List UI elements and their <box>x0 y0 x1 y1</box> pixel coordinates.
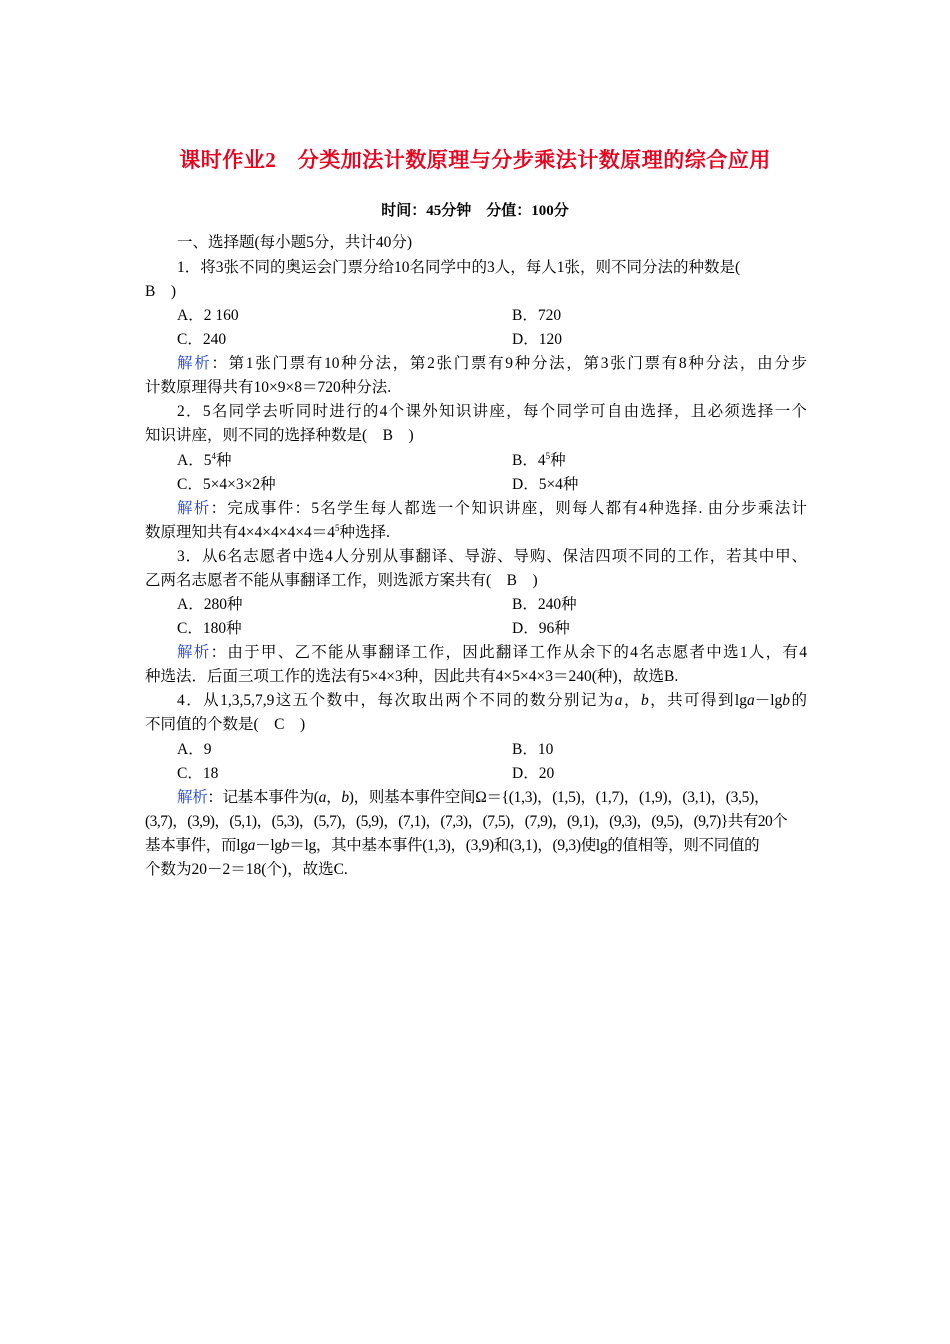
q1-analysis-line2: 计数原理得共有10×9×8＝720种分法. <box>145 379 392 396</box>
q4-analysis-line4: 个数为20－2＝18(个)，故选C. <box>145 861 348 878</box>
q1-stem-line2: B ) <box>145 283 177 300</box>
q2-option-c: C．5×4×3×2种 <box>177 476 276 493</box>
q4-option-b: B．10 <box>512 741 554 758</box>
q2-option-b: B．$4^5$种 <box>512 451 566 469</box>
q4-stem-line2: 不同值的个数是( C ) <box>145 716 306 733</box>
q3-analysis-text1: ：由于甲、乙不能从事翻译工作，因此翻译工作从余下的4名志愿者中选1人，有4 <box>210 644 807 661</box>
q1-option-b: B．720 <box>512 307 562 324</box>
q4-stem-line1: 4．从1,3,5,7,9这五个数中，每次取出两个不同的数分别记为a，b，共可得到lga－lgb的 <box>177 692 807 709</box>
q3-stem-line1: 3．从6名志愿者中选4人分别从事翻译、导游、导购、保洁四项不同的工作，若其中甲、 <box>177 548 807 565</box>
page-title: 课时作业2 分类加法计数原理与分步乘法计数原理的综合应用 <box>179 148 771 172</box>
q2-stem-line1: 2．5名同学去听同时进行的4个课外知识讲座，每个同学可自由选择，且必须选择一个 <box>177 403 807 420</box>
q1-option-a: A．2 160 <box>177 307 239 324</box>
analysis-label: 解析 <box>177 500 211 517</box>
q2-stem-line2: 知识讲座，则不同的选择种数是( B ) <box>145 427 414 444</box>
q4-option-d: D．20 <box>512 765 555 782</box>
q1-option-c: C．240 <box>177 331 227 348</box>
q3-option-c: C．180种 <box>177 620 242 637</box>
q4-analysis-line2: (3,7)，(3,9)，(5,1)，(5,3)，(5,7)，(5,9)，(7,1)，(7,3)，(7,5)，(7,9)，(9,1)，(9,3)，(9,5)，(9,7)}共有20个 <box>145 813 788 830</box>
q2-analysis-line2: 数原理知共有$4\times 4\times 4\times 4\times 4=4^5$种选择. <box>145 523 390 541</box>
q1-analysis-line1 <box>177 354 807 374</box>
section-heading: 一、选择题(每小题5分，共计40分) <box>177 234 413 251</box>
q2-option-d: D．5×4种 <box>512 476 579 493</box>
q2-analysis-text1: ：完成事件：5名学生每人都选一个知识讲座，则每人都有4种选择. 由分步乘法计 <box>210 500 807 517</box>
q3-analysis-line1 <box>177 643 807 663</box>
q3-analysis-line2: 种选法．后面三项工作的选法有5×4×3种，因此共有4×5×4×3＝240(种)，故选B. <box>145 668 679 685</box>
q1-option-d: D．120 <box>512 331 562 348</box>
q3-stem-line2: 乙两名志愿者不能从事翻译工作，则选派方案共有( B ) <box>145 572 538 589</box>
time-score-info: 时间：45分钟 分值：100分 <box>381 203 569 219</box>
q1-stem-line1: 1．将3张不同的奥运会门票分给10名同学中的3人，每人1张，则不同分法的种数是( <box>177 259 741 276</box>
analysis-label: 解析 <box>177 644 211 661</box>
q3-option-b: B．240种 <box>512 596 577 613</box>
q4-analysis-line3: 基本事件，而lga－lgb＝lg，其中基本事件(1,3)，(3,9)和(3,1)，(9,3)使lg的值相等，则不同值的 <box>145 837 760 854</box>
analysis-label: 解析 <box>177 789 208 806</box>
q3-option-a: A．280种 <box>177 596 243 613</box>
q3-option-d: D．96种 <box>512 620 570 637</box>
q2-analysis-line1 <box>177 499 807 519</box>
q4-option-c: C．18 <box>177 765 219 782</box>
q2-option-a: A．$5^4$种 <box>177 451 232 469</box>
q4-option-a: A．9 <box>177 741 212 758</box>
analysis-label: 解析 <box>177 355 212 372</box>
q1-analysis-text1: ：第1张门票有10种分法，第2张门票有9种分法，第3张门票有8种分法，由分步 <box>211 355 807 372</box>
q4-analysis-line1: 解析：记基本事件为(a，b)，则基本事件空间Ω＝{(1,3)，(1,5)，(1,7)，(1,9)，(3,1)，(3,5)， <box>177 789 770 806</box>
